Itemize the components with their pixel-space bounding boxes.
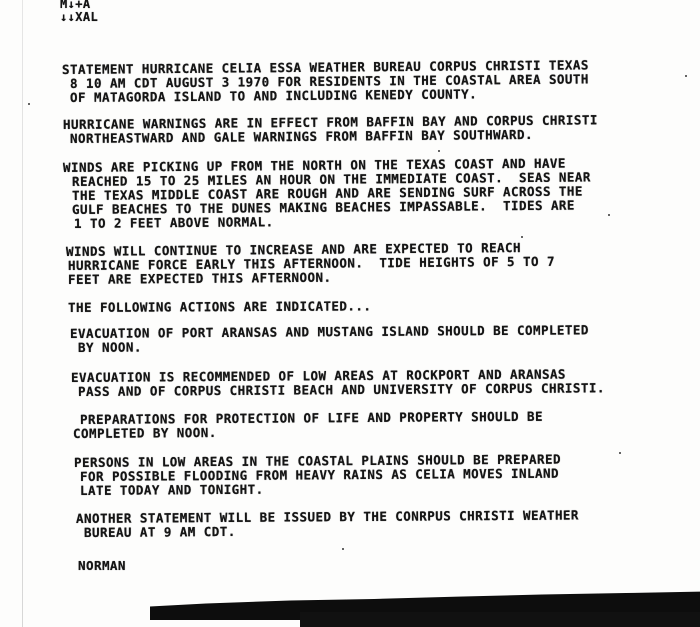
increase-line-3: FEET ARE EXPECTED THIS AFTERNOON. [67,269,332,287]
evacuation-port-line-1: EVACUATION OF PORT ARANSAS AND MUSTANG ISLAND SHOULD BE COMPLETED [69,322,589,341]
scan-speck [521,236,523,238]
warnings-line-1: HURRICANE WARNINGS ARE IN EFFECT FROM BAFFIN BAY AND CORPUS CHRISTI [62,112,598,132]
scan-speck [342,548,344,550]
winds-line-5: 1 TO 2 FEET ABOVE NORMAL. [73,214,274,231]
scan-shadow [300,612,700,627]
scan-speck [28,103,30,105]
actions-heading: THE FOLLOWING ACTIONS ARE INDICATED... [67,298,372,315]
increase-line-2: HURRICANE FORCE EARLY THIS AFTERNOON. TIDE HEIGHTS OF 5 TO 7 [67,253,555,273]
another-statement-line-1: ANOTHER STATEMENT WILL BE ISSUED BY THE CONRPUS CHRISTI WEATHER [75,507,579,526]
statement-line-2: 8 10 AM CDT AUGUST 3 1970 FOR RESIDENTS IN THE COASTAL AREA SOUTH [69,71,589,91]
evacuation-recommended-line-2: PASS AND OF CORPUS CHRISTI BEACH AND UNIVERSITY OF CORPUS CHRISTI. [77,380,605,399]
flooding-line-1: PERSONS IN LOW AREAS IN THE COASTAL PLAINS SHOULD BE PREPARED [73,451,561,470]
scan-speck [438,150,440,152]
forecaster-name: NORMAN [78,558,126,573]
scan-speck [619,452,621,454]
scan-speck [608,214,610,216]
preparations-line-2: COMPLETED BY NOON. [72,424,217,441]
flooding-line-3: LATE TODAY AND TONIGHT. [79,481,264,498]
flooding-line-2: FOR POSSIBLE FLOODING FROM HEAVY RAINS AS CELIA MOVES INLAND [79,465,559,484]
warnings-line-2: NORTHEASTWARD AND GALE WARNINGS FROM BAFFIN BAY SOUTHWARD. [69,126,534,146]
statement-line-3: OF MATAGORDA ISLAND TO AND INCLUDING KENEDY COUNTY. [69,86,478,105]
preparations-line-1: PREPARATIONS FOR PROTECTION OF LIFE AND PROPERTY SHOULD BE [79,408,544,427]
winds-line-2: REACHED 15 TO 25 MILES AN HOUR ON THE IMMEDIATE COAST. SEAS NEAR [71,169,591,189]
winds-line-1: WINDS ARE PICKING UP FROM THE NORTH ON THE TEXAS COAST AND HAVE [62,155,566,175]
another-statement-line-2: BUREAU AT 9 AM CDT. [83,523,236,540]
paper-edge [22,0,23,627]
statement-line-1: STATEMENT HURRICANE CELIA ESSA WEATHER BUREAU CORPUS CHRISTI TEXAS [61,57,589,77]
header-line-1: M↓+A [60,0,91,11]
scan-speck [685,75,687,77]
evacuation-port-line-2: BY NOON. [77,339,142,355]
evacuation-recommended-line-1: EVACUATION IS RECOMMENDED OF LOW AREAS AT ROCKPORT AND ARANSAS [70,366,566,385]
winds-line-3: THE TEXAS MIDDLE COAST ARE ROUGH AND ARE SENDING SURF ACROSS THE [71,183,583,203]
winds-line-4: GULF BEACHES TO THE DUNES MAKING BEACHES IMPASSABLE. TIDES ARE [71,197,575,217]
header-line-2: ↓↓XAL [60,10,99,24]
increase-line-1: WINDS WILL CONTINUE TO INCREASE AND ARE EXPECTED TO REACH [65,240,522,259]
